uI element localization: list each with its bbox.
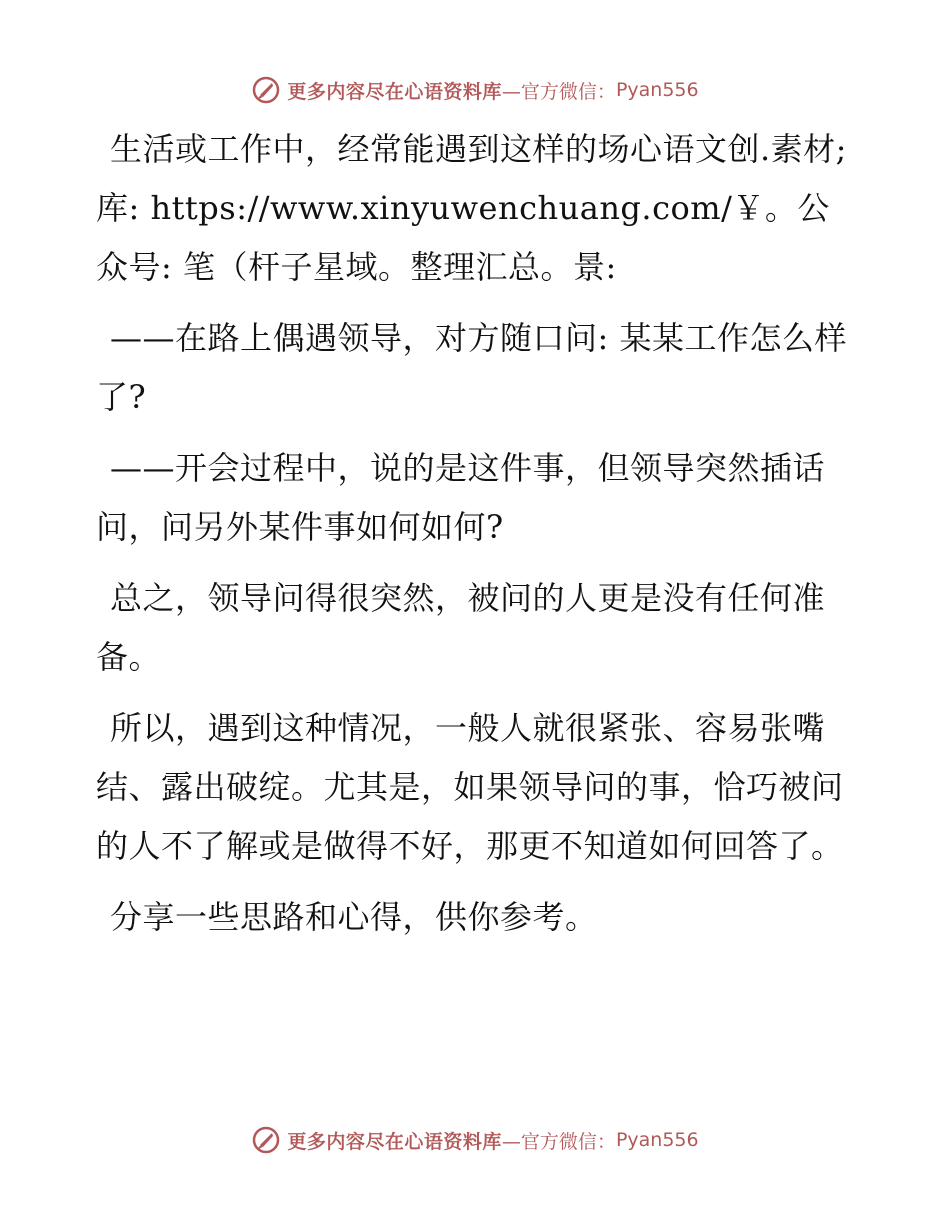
header-banner — [0, 72, 950, 108]
footer-banner — [0, 1122, 950, 1158]
paragraph-2: ——在路上偶遇领导，对方随口问: 某某工作怎么样了? — [96, 319, 847, 416]
paragraph-1: 生活或工作中，经常能遇到这样的场心语文创.素材;库: https://www.xinyuwenchuang.com/￥。公众号: 笔（杆子星域。整理汇总。景: — [96, 130, 847, 286]
paragraph-5: 所以，遇到这种情况，一般人就很紧张、容易张嘴结、露出破绽。尤其是，如果领导问的事，恰巧被问的人不了解或是做得不好，那更不知道如何回答了。 — [96, 709, 844, 865]
header-brand-text: 更多内容尽在心语资料库 — [287, 80, 502, 103]
footer-brand-text: 更多内容尽在心语资料库 — [287, 1130, 502, 1153]
quill-pen-logo-icon — [251, 75, 281, 105]
paragraph-4: 总之，领导问得很突然，被问的人更是没有任何准备。 — [96, 579, 826, 676]
document-body — [96, 120, 856, 947]
footer-wechat-id: Pyan556 — [615, 1129, 699, 1151]
header-contact-label: —官方微信： — [501, 80, 616, 103]
footer-contact-label: —官方微信： — [501, 1130, 616, 1153]
quill-pen-logo-icon — [251, 1125, 281, 1155]
paragraph-6: 分享一些思路和心得，供你参考。 — [110, 898, 598, 936]
header-wechat-id: Pyan556 — [615, 79, 699, 101]
paragraph-3: ——开会过程中，说的是这件事，但领导突然插话问，问另外某件事如何如何? — [96, 449, 826, 546]
